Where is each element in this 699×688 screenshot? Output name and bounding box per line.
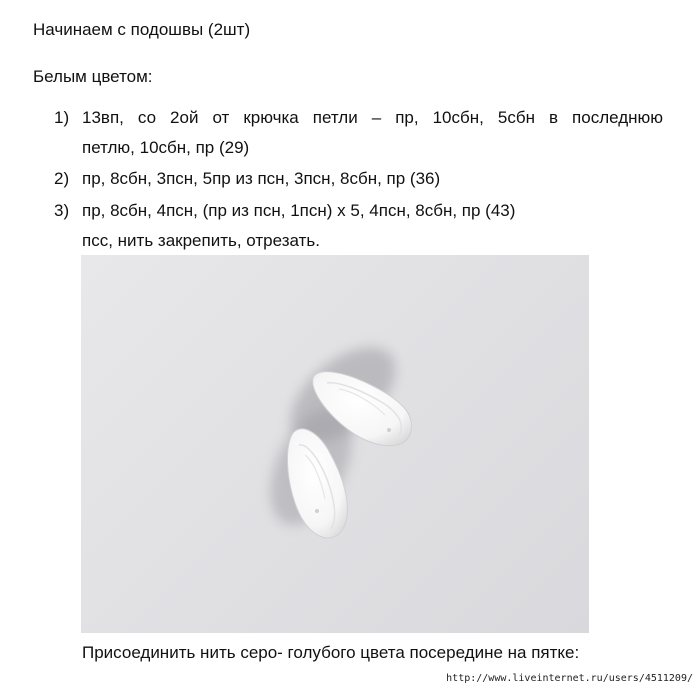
step-text-line: 13вп, со 2ой от крючка петли – пр, 10сбн, 5сбн в последнюю <box>82 108 663 127</box>
watermark-url[interactable]: http://www.liveinternet.ru/users/4511209/ <box>446 673 693 684</box>
step-text-line: псс, нить закрепить, отрезать. <box>82 231 320 250</box>
step-number: 3) <box>54 201 70 220</box>
crochet-soles-photo <box>81 255 589 633</box>
step-number: 1) <box>54 108 70 127</box>
page-heading: Начинаем с подошвы (2шт) <box>33 20 251 39</box>
step-text-line: петлю, 10сбн, пр (29) <box>82 138 250 157</box>
step-number: 2) <box>54 169 70 188</box>
step-text-line: пр, 8сбн, 3псн, 5пр из псн, 3псн, 8сбн, пр (36) <box>82 169 441 188</box>
step-text-line: пр, 8сбн, 4псн, (пр из псн, 1псн) х 5, 4псн, 8сбн, пр (43) <box>82 201 516 220</box>
color-subheading: Белым цветом: <box>33 67 153 86</box>
crochet-soles-illustration <box>81 255 589 633</box>
footer-instruction: Присоединить нить серо- голубого цвета посередине на пятке: <box>82 643 580 662</box>
